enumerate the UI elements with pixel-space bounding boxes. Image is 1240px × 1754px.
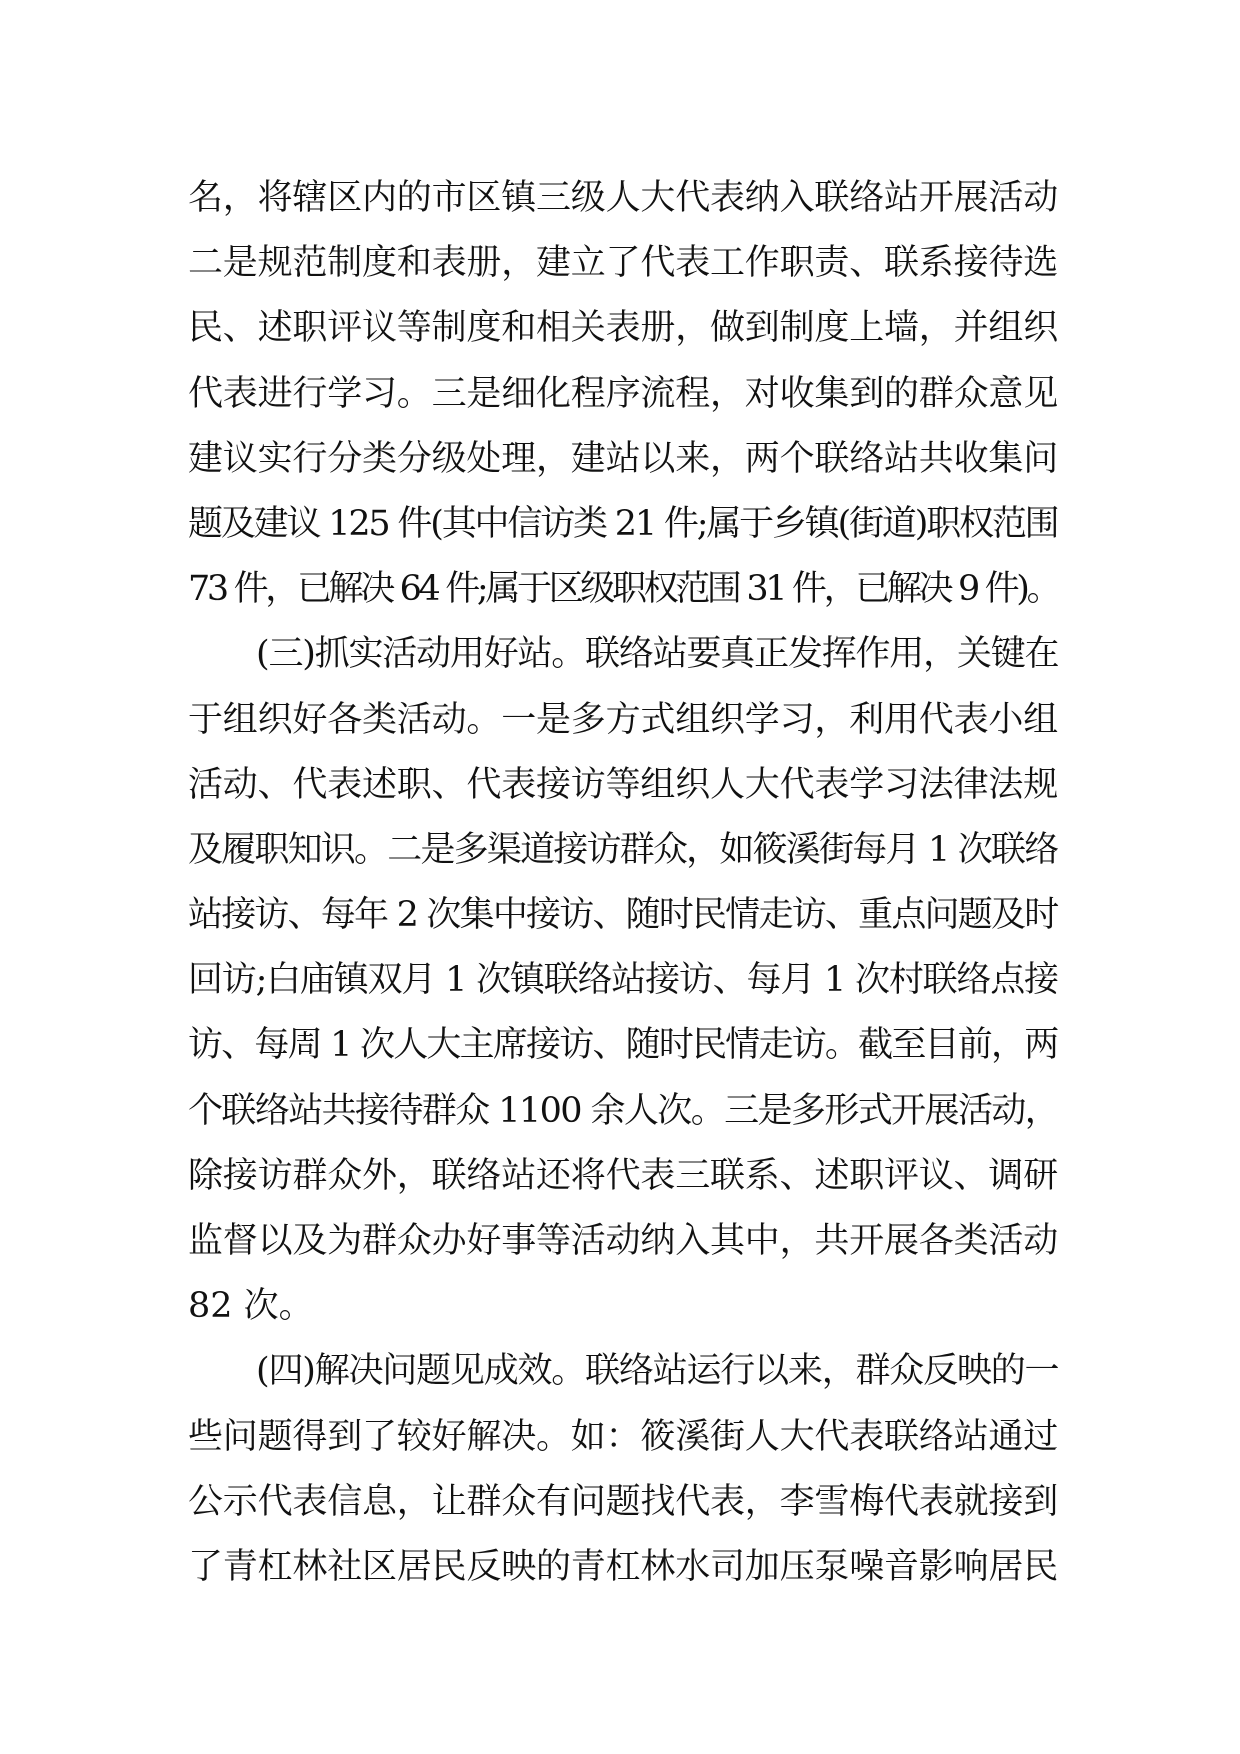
- text-line: 建议实行分类分级处理，建站以来，两个联络站共收集问: [188, 438, 1059, 479]
- text-line: 二是规范制度和表册，建立了代表工作职责、联系接待选: [188, 243, 1059, 284]
- text-line: 82 次。: [188, 1286, 314, 1327]
- text-line: (三)抓实活动用好站。联络站要真正发挥作用，关键在: [256, 634, 1059, 675]
- text-line: 监督以及为群众办好事等活动纳入其中，共开展各类活动: [188, 1221, 1059, 1261]
- text-line: 活动、代表述职、代表接访等组织人大代表学习法律法规: [188, 764, 1059, 805]
- text-line: (四)解决问题见成效。联络站运行以来，群众反映的一: [256, 1351, 1059, 1392]
- text-line: 了青杠林社区居民反映的青杠林水司加压泵噪音影响居民: [188, 1546, 1059, 1587]
- text-line: 公示代表信息，让群众有问题找代表，李雪梅代表就接到: [188, 1481, 1059, 1522]
- text-line: 访、每周 1 次人大主席接访、随时民情走访。截至目前，两: [188, 1025, 1058, 1066]
- text-line: 民、述职评议等制度和相关表册，做到制度上墙，并组织: [188, 308, 1059, 349]
- text-line: 除接访群众外，联络站还将代表三联系、述职评议、调研: [188, 1155, 1059, 1196]
- text-line: 于组织好各类活动。一是多方式组织学习，利用代表小组: [188, 699, 1059, 740]
- text-line: 站接访、每年 2 次集中接访、随时民情走访、重点问题及时: [188, 895, 1058, 936]
- text-line: 及履职知识。二是多渠道接访群众，如筱溪街每月 1 次联络: [188, 829, 1058, 870]
- body-text: [188, 166, 1058, 1600]
- text-line: 回访;白庙镇双月 1 次镇联络站接访、每月 1 次村联络点接: [188, 960, 1058, 1001]
- text-line: 个联络站共接待群众 1100 余人次。三是多形式开展活动，: [188, 1090, 1059, 1131]
- text-line: 名，将辖区内的市区镇三级人大代表纳入联络站开展活动: [188, 178, 1059, 218]
- text-line: 题及建议 125 件(其中信访类 21 件;属于乡镇(街道)职权范围: [188, 503, 1058, 544]
- text-line: 些问题得到了较好解决。如：筱溪街人大代表联络站通过: [188, 1416, 1059, 1457]
- text-line: 73 件，已解决 64 件;属于区级职权范围 31 件，已解决 9 件)。: [188, 569, 1059, 610]
- text-line: 代表进行学习。三是细化程序流程，对收集到的群众意见: [188, 373, 1059, 414]
